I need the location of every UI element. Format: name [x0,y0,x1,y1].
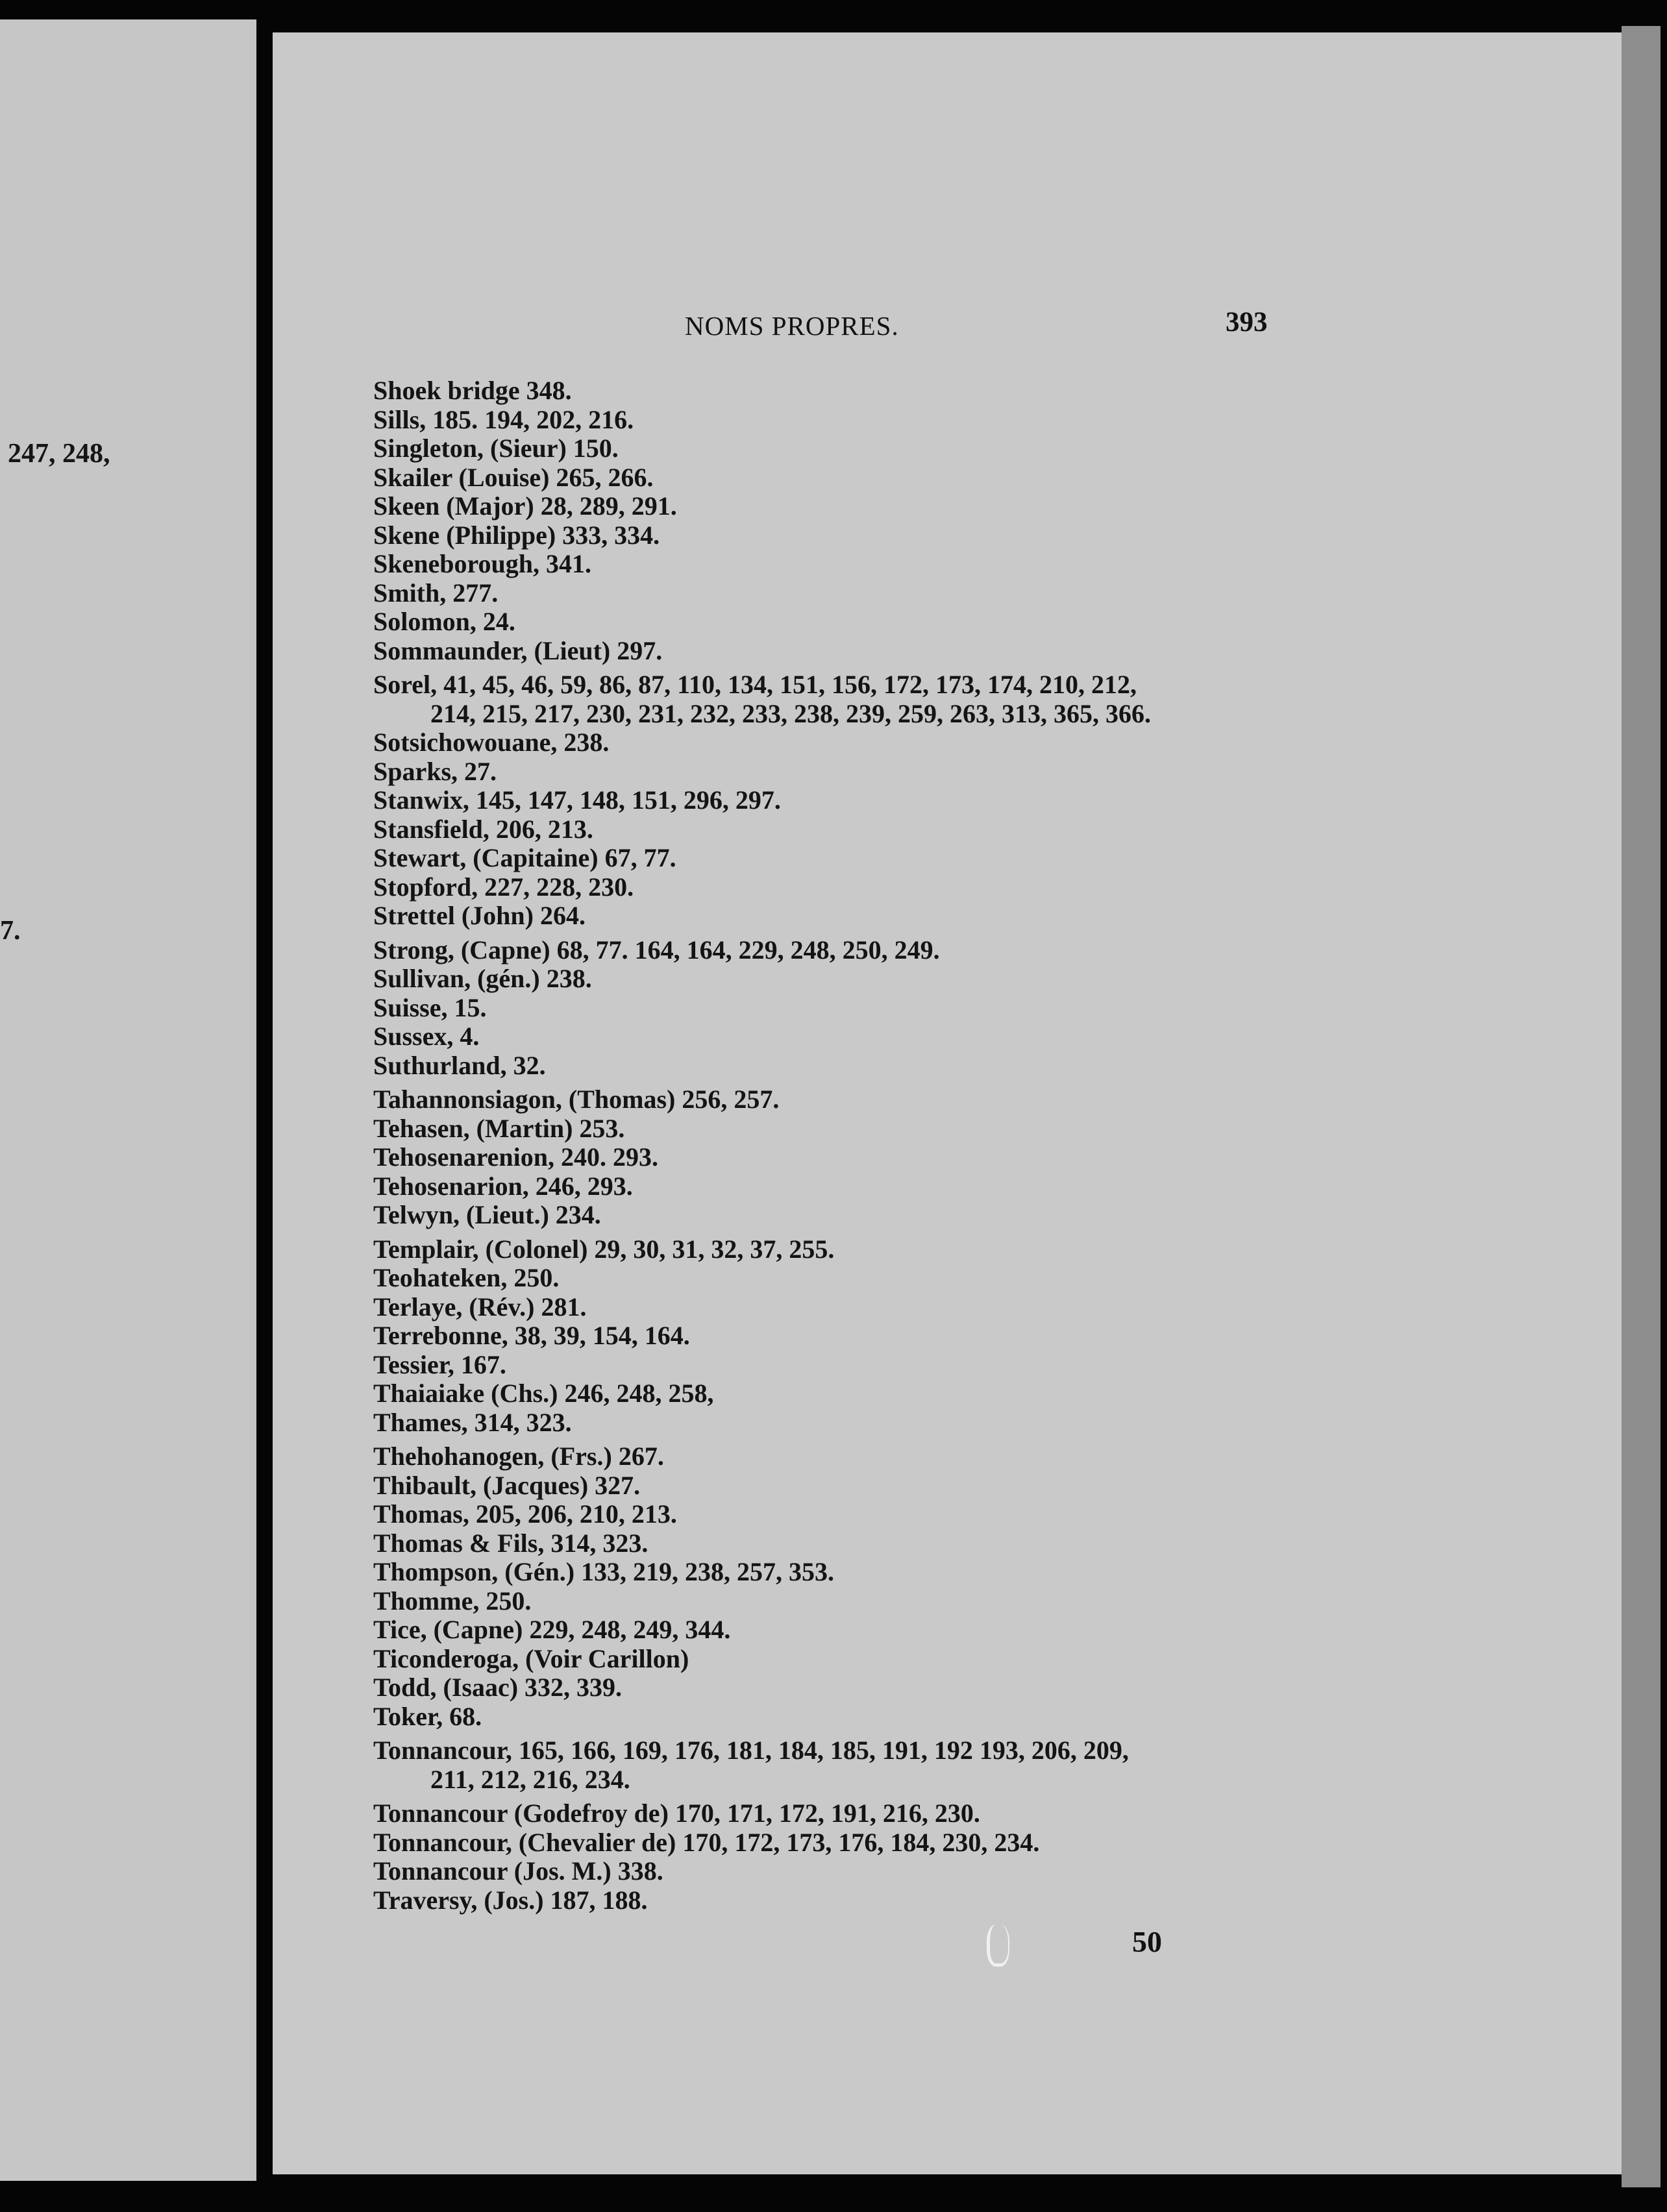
index-entry-line: Tonnancour (Godefroy de) 170, 171, 172, 191, 216, 230. [373,1799,980,1828]
index-entry-line: Thaiaiake (Chs.) 246, 248, 258, [373,1379,714,1408]
index-entry [373,434,1607,463]
index-entry-line: Thompson, (Gén.) 133, 219, 238, 257, 353. [373,1557,835,1586]
index-entry-line: Solomon, 24. [373,607,515,636]
index-entry [373,376,1607,406]
index-entry-line: Toker, 68. [373,1701,482,1731]
index-entry [373,637,1607,666]
index-entry [373,1201,1607,1230]
running-header: NOMS PROPRES. [685,311,899,341]
left-page-fragment [0,19,256,2181]
index-entry-line: Sotsichowouane, 238. [373,728,610,757]
index-entry [373,1616,1607,1645]
index-entry [373,1500,1607,1529]
index-entry [373,608,1607,637]
index-entry [373,1085,1607,1114]
index-entry-line: Strong, (Capne) 68, 77. 164, 164, 229, 248, 250, 249. [373,935,940,965]
index-entry [373,1736,1607,1794]
index-entry-line: Sorel, 41, 45, 46, 59, 86, 87, 110, 134, 151, 156, 172, 173, 174, 210, 212, [373,670,1137,699]
index-entry [373,1471,1607,1501]
index-entry [373,670,1607,728]
index-entry-line: Sullivan, (gén.) 238. [373,964,592,993]
page-number: 393 [1226,307,1268,338]
index-entry-line: Sommaunder, (Lieut) 297. [373,635,663,665]
index-entry-line: Thomas & Fils, 314, 323. [373,1528,648,1558]
index-entry-line: Tice, (Capne) 229, 248, 249, 344. [373,1615,731,1644]
index-entry-line: Tonnancour (Jos. M.) 338. [373,1856,663,1886]
index-entries [373,376,1607,1915]
index-entry [373,579,1607,608]
index-entry-line: Sills, 185. 194, 202, 216. [373,404,634,434]
left-page-text: 7. [0,916,21,946]
index-entry-line: Telwyn, (Lieut.) 234. [373,1200,601,1229]
index-entry-line: Templair, (Colonel) 29, 30, 31, 32, 37, 255. [373,1234,835,1264]
index-entry-line: Todd, (Isaac) 332, 339. [373,1673,623,1702]
index-entry-line: Shoek bridge 348. [373,376,572,405]
index-entry-continuation: 211, 212, 216, 234. [430,1764,630,1794]
index-entry [373,1114,1607,1144]
index-entry-line: Stewart, (Capitaine) 67, 77. [373,843,676,872]
index-entry [373,1828,1607,1858]
index-entry-line: Tehosenarion, 246, 293. [373,1171,633,1201]
index-entry-line: Thomas, 205, 206, 210, 213. [373,1499,677,1529]
index-entry [373,873,1607,902]
index-entry-line: Terlaye, (Rév.) 281. [373,1292,587,1321]
index-entry [373,757,1607,787]
index-entry-line: Terrebonne, 38, 39, 154, 164. [373,1321,690,1350]
index-entry-line: Suthurland, 32. [373,1050,546,1080]
index-entry-line: Tehasen, (Martin) 253. [373,1113,625,1143]
index-entry-line: Teohateken, 250. [373,1263,560,1292]
index-entry [373,1051,1607,1081]
index-entry-line: Tahannonsiagon, (Thomas) 256, 257. [373,1085,780,1114]
index-entry [373,1558,1607,1587]
index-entry [373,1293,1607,1322]
index-entry [373,965,1607,994]
index-entry [373,1408,1607,1438]
index-entry [373,1022,1607,1051]
scan-artifact-mark [987,1924,1009,1967]
index-entry-line: Singleton, (Sieur) 150. [373,434,619,463]
signature-number: 50 [1132,1925,1162,1958]
index-entry-continuation: 214, 215, 217, 230, 231, 232, 233, 238, 239, 259, 263, 313, 365, 366. [430,698,1151,728]
index-entry-line: Tonnancour, 165, 166, 169, 176, 181, 184, 185, 191, 192 193, 206, 209, [373,1736,1129,1765]
index-entry-line: Stansfield, 206, 213. [373,814,593,844]
index-entry-line: Thomme, 250. [373,1586,532,1616]
index-entry-line: Tehosenarenion, 240. 293. [373,1142,658,1172]
index-entry-line: Skene (Philippe) 333, 334. [373,520,660,550]
index-entry-line: Skailer (Louise) 265, 266. [373,462,654,492]
index-entry [373,1351,1607,1380]
index-entry-line: Strettel (John) 264. [373,901,586,930]
index-entry [373,1645,1607,1674]
index-entry [373,936,1607,965]
index-entry [373,1379,1607,1408]
index-entry-line: Tonnancour, (Chevalier de) 170, 172, 173, 176, 184, 230, 234. [373,1827,1040,1857]
index-entry [373,463,1607,493]
index-entry [373,1673,1607,1702]
index-entry [373,728,1607,757]
index-entry [373,1321,1607,1351]
index-entry-line: Thibault, (Jacques) 327. [373,1470,641,1500]
index-entry [373,1264,1607,1293]
index-entry-line: Skeen (Major) 28, 289, 291. [373,491,677,521]
index-entry [373,1172,1607,1201]
index-entry [373,902,1607,931]
index-entry [373,1702,1607,1732]
index-entry [373,1235,1607,1264]
index-entry [373,1799,1607,1828]
index-entry-line: Skeneborough, 341. [373,549,592,578]
index-entry-line: Tessier, 167. [373,1349,506,1379]
index-entry [373,1587,1607,1616]
index-entry-line: Stopford, 227, 228, 230. [373,872,634,902]
index-entry-line: Suisse, 15. [373,992,487,1022]
index-entry [373,1886,1607,1915]
index-entry-line: Thames, 314, 323. [373,1407,572,1437]
index-entry-line: Ticonderoga, (Voir Carillon) [373,1643,689,1673]
left-page-text: 247, 248, [8,439,110,469]
index-entry-line: Traversy, (Jos.) 187, 188. [373,1885,648,1915]
index-entry-line: Thehohanogen, (Frs.) 267. [373,1442,664,1471]
index-entry [373,786,1607,815]
index-entry [373,521,1607,550]
index-entry [373,844,1607,873]
index-entry [373,1529,1607,1558]
index-entry-line: Stanwix, 145, 147, 148, 151, 296, 297. [373,785,781,815]
index-entry [373,1442,1607,1471]
index-entry [373,815,1607,844]
index-entry [373,994,1607,1023]
index-entry-line: Sussex, 4. [373,1022,480,1051]
index-entry [373,492,1607,521]
index-entry [373,550,1607,579]
page-edge [1622,26,1661,2187]
index-entry-line: Smith, 277. [373,578,499,608]
page-gutter [256,0,273,2212]
index-entry [373,1857,1607,1886]
index-entry-line: Sparks, 27. [373,756,497,786]
index-entry [373,1143,1607,1172]
index-entry [373,406,1607,435]
